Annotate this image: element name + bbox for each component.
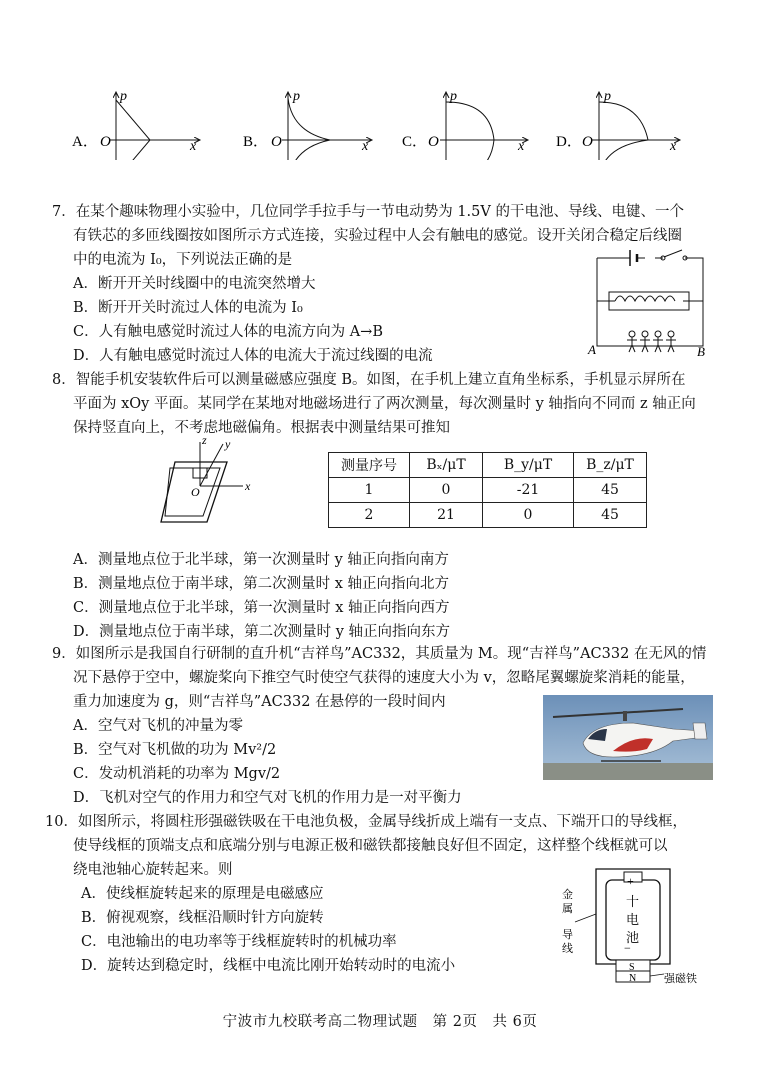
- graph-c-label: C．: [402, 134, 428, 150]
- wire-label-2: 属: [562, 903, 573, 915]
- helicopter-photo: [543, 695, 713, 780]
- magnet-s: S: [629, 962, 635, 973]
- table-cell: 1: [329, 478, 410, 503]
- q10-option-a: A．使线框旋转起来的原理是电磁感应: [81, 886, 324, 902]
- q9-option-a: A．空气对飞机的冲量为零: [73, 718, 243, 734]
- q8-stem-1: 8．智能手机安装软件后可以测量磁感应强度 B。如图，在手机上建立直角坐标系，手机显示屏所在: [52, 372, 686, 388]
- q7-label-a: A: [588, 342, 596, 357]
- page-footer: 宁波市九校联考高二物理试题 第 2页 共 6页: [222, 1014, 538, 1030]
- graph-c-origin: O: [428, 134, 439, 150]
- q6-graphs: [0, 80, 760, 160]
- q8-table: [328, 452, 647, 528]
- wire-label-3: 导: [562, 929, 573, 941]
- q9-stem-1: 9．如图所示是我国自行研制的直升机“吉祥鸟”AC332，其质量为 M。现“吉祥鸟”AC332 在无风的情: [52, 646, 707, 662]
- table-cell: 21: [410, 503, 483, 528]
- graph-a-label: A．: [72, 134, 98, 150]
- wire-label-4: 线: [562, 943, 573, 955]
- q7-stem-1: 7．在某个趣味物理小实验中，几位同学手拉手与一节电动势为 1.5V 的干电池、导线、电键、一个: [52, 204, 684, 220]
- magnet-label: 强磁铁: [664, 973, 697, 985]
- table-cell: 0: [410, 478, 483, 503]
- q8-option-d: D．测量地点位于南半球，第二次测量时 y 轴正向指向东方: [73, 624, 451, 640]
- battery-plus: +: [627, 874, 634, 888]
- graph-b-label: B．: [243, 134, 269, 150]
- q8-option-c: C．测量地点位于北半球，第一次测量时 x 轴正向指向西方: [73, 600, 450, 616]
- table-header: 测量序号: [329, 453, 410, 478]
- q9-option-b: B．空气对飞机做的功为 Mv²/2: [73, 742, 277, 758]
- graph-a-yaxis: p: [120, 89, 127, 104]
- battery-text-1: 十: [626, 894, 640, 909]
- graph-a-origin: O: [100, 134, 111, 150]
- q8-axis-z: z: [202, 434, 207, 447]
- q7-option-c: C．人有触电感觉时流过人体的电流方向为 A→B: [73, 324, 383, 340]
- graph-d-xaxis: x: [670, 139, 677, 154]
- q7-option-a: A．断开开关时线圈中的电流突然增大: [73, 276, 316, 292]
- graph-a-xaxis: x: [190, 139, 197, 154]
- q10-battery-figure: [558, 866, 708, 986]
- q9-stem-2: 况下悬停于空中，螺旋桨向下推空气时使空气获得的速度大小为 v，忽略尾翼螺旋桨消耗的能量，: [73, 670, 695, 686]
- battery-minus: −: [624, 941, 631, 955]
- battery-text-2: 电: [626, 912, 640, 927]
- q7-option-b: B．断开开关时流过人体的电流为 I₀: [73, 300, 303, 316]
- table-cell: 2: [329, 503, 410, 528]
- q8-axis-o: O: [191, 485, 200, 499]
- q8-stem-2: 平面为 xOy 平面。某同学在某地对地磁场进行了两次测量，每次测量时 y 轴指向不同而 z 轴正向: [73, 396, 696, 412]
- table-header: B_z/μT: [574, 453, 647, 478]
- q9-stem-3: 重力加速度为 g，则“吉祥鸟”AC332 在悬停的一段时间内: [73, 694, 446, 710]
- q10-stem-3: 绕电池轴心旋转起来。则: [73, 862, 233, 878]
- table-header: Bₓ/μT: [410, 453, 483, 478]
- table-cell: 0: [483, 503, 574, 528]
- q8-axis-y: y: [225, 437, 231, 451]
- q9-option-d: D．飞机对空气的作用力和空气对飞机的作用力是一对平衡力: [73, 790, 462, 806]
- q7-circuit-figure: [585, 246, 715, 362]
- graph-d-yaxis: p: [604, 89, 611, 104]
- graph-c: [402, 89, 528, 160]
- q7-stem-2: 有铁芯的多匝线圈按如图所示方式连接，实验过程中人会有触电的感觉。设开关闭合稳定后线圈: [73, 228, 682, 244]
- graph-d: [556, 89, 680, 160]
- graph-d-origin: O: [582, 134, 593, 150]
- q10-option-d: D．旋转达到稳定时，线框中电流比刚开始转动时的电流小: [81, 958, 456, 974]
- table-row: [329, 478, 647, 503]
- graph-a: [72, 89, 200, 160]
- q10-stem-2: 使导线框的顶端支点和底端分别与电源正极和磁铁都接触良好但不固定，这样整个线框就可以: [73, 838, 668, 854]
- magnet-n: N: [629, 973, 637, 984]
- q10-option-b: B．俯视观察，线框沿顺时针方向旋转: [81, 910, 324, 926]
- q7-label-b: B: [697, 344, 705, 359]
- graph-d-label: D．: [556, 134, 582, 150]
- q8-option-a: A．测量地点位于北半球，第一次测量时 y 轴正向指向南方: [73, 552, 449, 568]
- q8-axis-x: x: [245, 479, 251, 493]
- table-header-row: [329, 453, 647, 478]
- graph-b-yaxis: p: [293, 89, 300, 104]
- q8-stem-3: 保持竖直向上，不考虑地磁偏角。根据表中测量结果可推知: [73, 420, 450, 436]
- table-cell: 45: [574, 503, 647, 528]
- q8-option-b: B．测量地点位于南半球，第二次测量时 x 轴正向指向北方: [73, 576, 450, 592]
- graph-b-origin: O: [271, 134, 282, 150]
- graph-c-xaxis: x: [518, 139, 525, 154]
- table-cell: -21: [483, 478, 574, 503]
- q7-stem-3: 中的电流为 I₀，下列说法正确的是: [73, 252, 293, 268]
- table-row: [329, 503, 647, 528]
- table-cell: 45: [574, 478, 647, 503]
- q10-stem-1: 10．如图所示，将圆柱形强磁铁吸在干电池负极，金属导线折成上端有一支点、下端开口的导线框，: [45, 814, 687, 830]
- graph-b: [243, 89, 372, 160]
- q8-phone-figure: [155, 434, 265, 530]
- q7-option-d: D．人有触电感觉时流过人体的电流大于流过线圈的电流: [73, 348, 433, 364]
- graph-c-yaxis: p: [450, 89, 457, 104]
- q10-option-c: C．电池输出的电功率等于线框旋转时的机械功率: [81, 934, 397, 950]
- table-header: B_y/μT: [483, 453, 574, 478]
- battery-text-3: 池: [626, 930, 640, 945]
- wire-label-1: 金: [562, 889, 573, 901]
- graph-b-xaxis: x: [362, 139, 369, 154]
- q9-option-c: C．发动机消耗的功率为 Mgv/2: [73, 766, 281, 782]
